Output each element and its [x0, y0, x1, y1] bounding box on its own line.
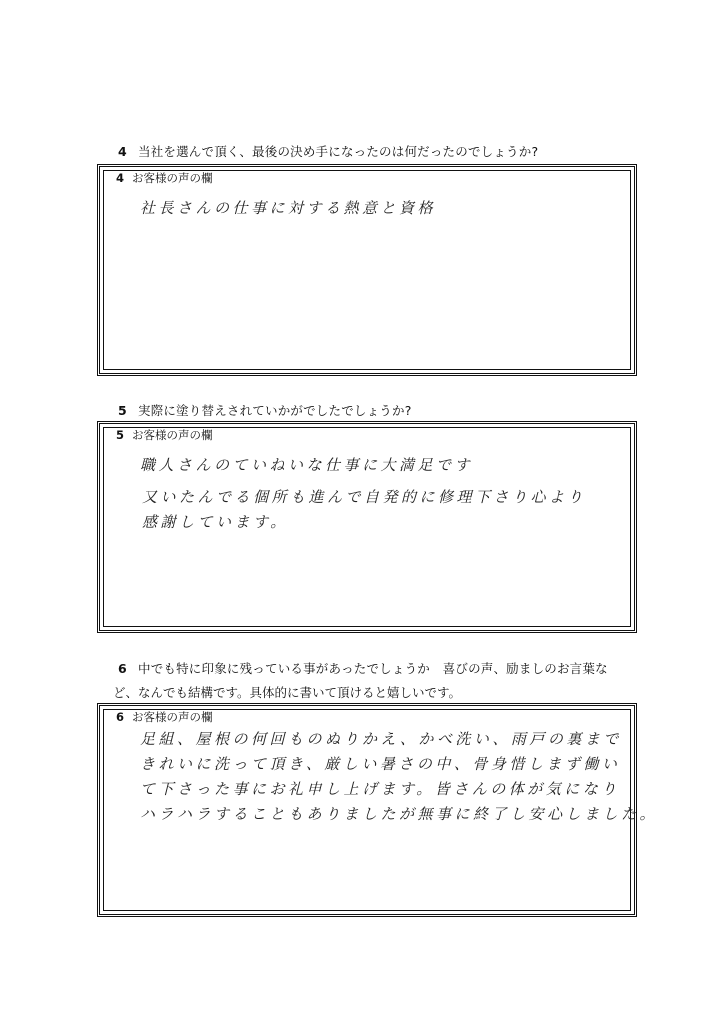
question-text: 中でも特に印象に残っている事があったでしょうか 喜びの声、励ましのお言葉な	[138, 661, 608, 676]
question-4	[118, 142, 538, 160]
box-label	[116, 709, 213, 725]
question-text: 実際に塗り替えされていかがでしたでしょうか?	[138, 403, 412, 418]
box-label-text: お客様の声の欄	[132, 171, 213, 185]
answer-box-5	[97, 421, 637, 633]
handwritten-answer-line: 職人さんのていねいな仕事に大満足です	[140, 456, 474, 474]
handwritten-answer-line: て下さった事にお礼申し上げます。皆さんの体が気になり	[140, 780, 620, 798]
handwritten-answer-line: 又いたんでる個所も進んで自発的に修理下さり心より	[142, 488, 587, 506]
question-6-continuation: ど、なんでも結構です。具体的に書いて頂けると嬉しいです。	[113, 685, 462, 700]
question-number: 6	[118, 661, 127, 676]
box-label	[116, 427, 213, 443]
handwritten-answer-line: ハラハラすることもありましたが無事に終了し安心しました。	[140, 805, 659, 823]
question-5	[118, 401, 412, 419]
question-text: 当社を選んで頂く、最後の決め手になったのは何だったのでしょうか?	[138, 144, 539, 159]
box-label-text: お客様の声の欄	[132, 428, 213, 442]
box-number: 6	[116, 710, 125, 724]
question-number: 5	[118, 403, 127, 418]
handwritten-answer-line: 足組、屋根の何回ものぬりかえ、かべ洗い、雨戸の裏まで	[140, 730, 622, 748]
answer-box-6	[97, 703, 659, 917]
box-number: 4	[116, 171, 125, 185]
answer-box-4	[97, 164, 637, 376]
handwritten-answer-line: 感謝しています。	[142, 513, 289, 531]
handwritten-answer-line: きれいに洗って頂き、厳しい暑さの中、骨身惜しまず働い	[140, 755, 621, 773]
box-label	[116, 170, 213, 186]
handwritten-answer-line: 社長さんの仕事に対する熱意と資格	[140, 199, 437, 217]
box-label-text: お客様の声の欄	[132, 710, 213, 724]
question-6	[118, 659, 608, 677]
question-number: 4	[118, 144, 127, 159]
box-number: 5	[116, 428, 125, 442]
